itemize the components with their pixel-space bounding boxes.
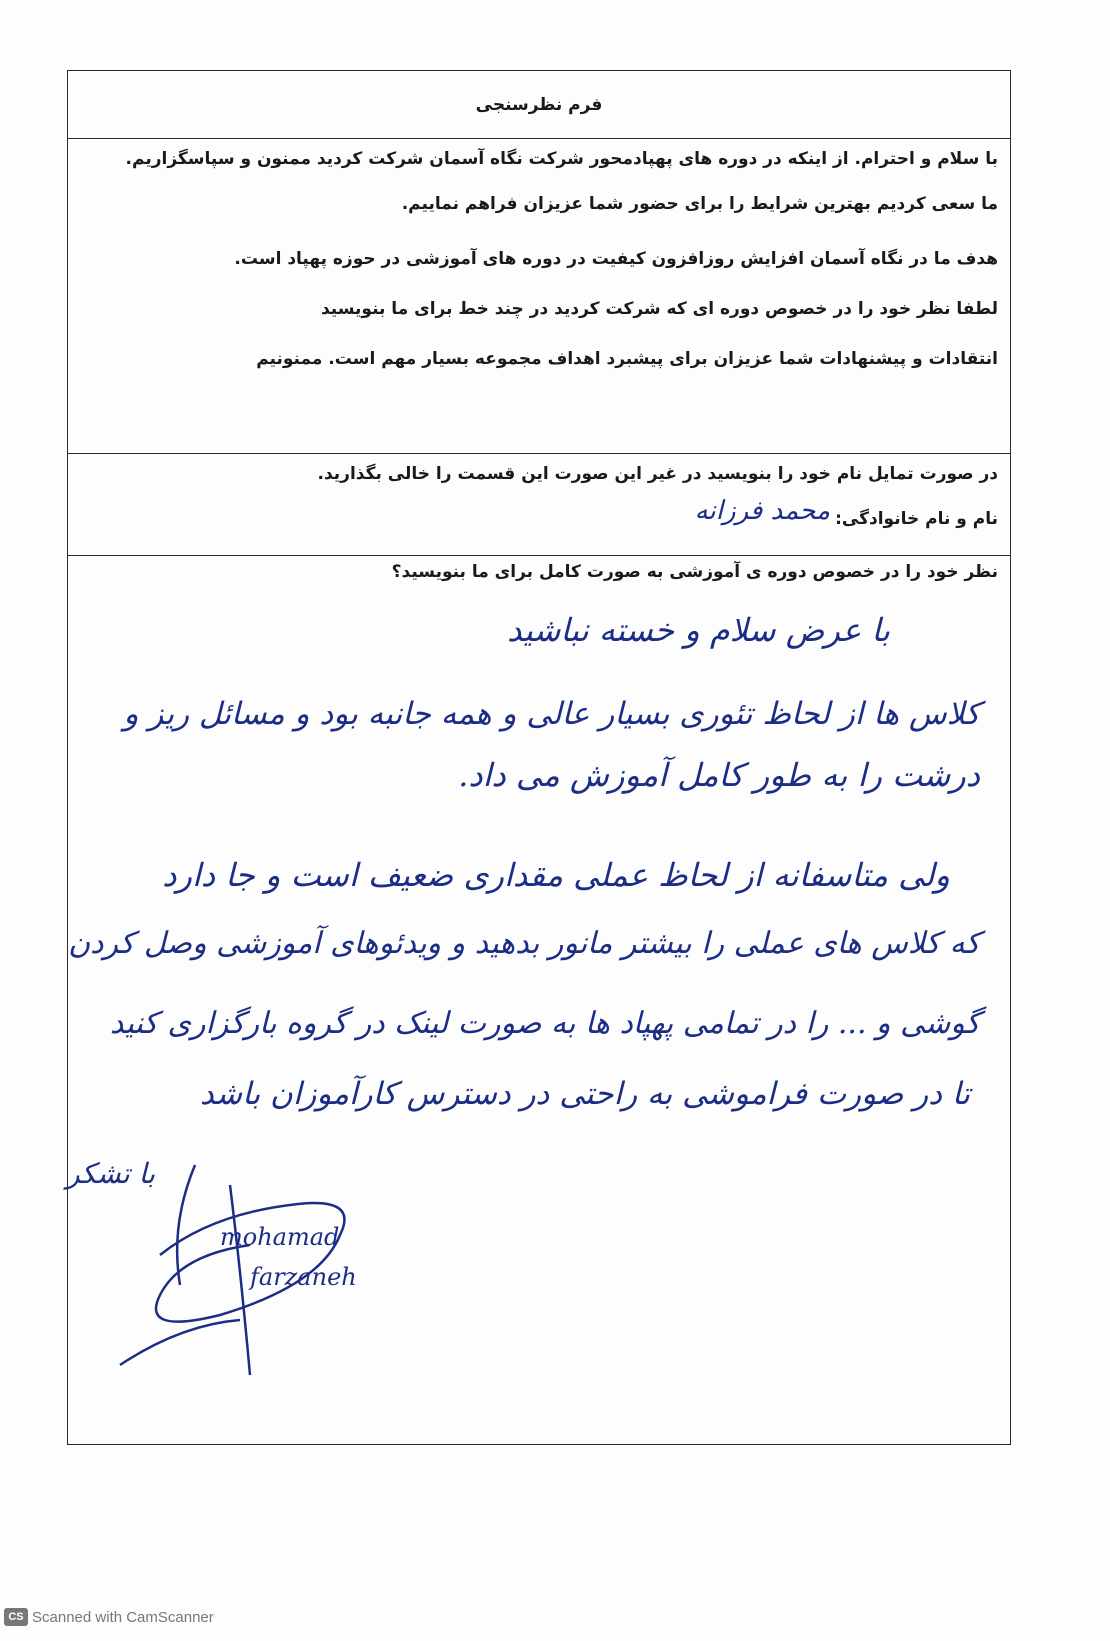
intro-line: انتقادات و پیشنهادات شما عزیزان برای پیشبرد اهداف مجموعه بسیار مهم است. ممنونیم: [256, 349, 998, 369]
scanner-watermark: [4, 1608, 214, 1626]
intro-section: [68, 139, 1010, 454]
handwritten-line: کلاس ها از لحاظ تئوری بسیار عالی و همه جانبه بود و مسائل ریز و: [123, 696, 980, 732]
signature-last: farzaneh: [250, 1263, 357, 1291]
handwritten-line: تا در صورت فراموشی به راحتی در دسترس کارآموزان باشد: [199, 1076, 970, 1112]
intro-line: هدف ما در نگاه آسمان افزایش روزافزون کیفیت در دوره های آموزشی در حوزه پهپاد است.: [234, 249, 998, 269]
handwritten-line: درشت را به طور کامل آموزش می داد.: [458, 756, 980, 794]
intro-line: لطفا نظر خود را در خصوص دوره ای که شرکت کردید در چند خط برای ما بنویسید: [320, 299, 998, 319]
name-section: [68, 454, 1010, 556]
camscanner-logo-icon: CS: [4, 1608, 28, 1626]
name-handwritten: محمد فرزانه: [694, 496, 830, 526]
handwritten-line: ولی متاسفانه از لحاظ عملی مقداری ضعیف است و جا دارد: [162, 856, 950, 894]
intro-line: با سلام و احترام. از اینکه در دوره های پهپادمحور شرکت نگاه آسمان شرکت کردید ممنون و سپاسگزاریم.: [125, 149, 998, 169]
signature-closing: با تشکر: [66, 1157, 155, 1190]
handwritten-line: با عرض سلام و خسته نباشید: [507, 611, 890, 649]
scanner-text: Scanned with CamScanner: [32, 1608, 214, 1626]
form-title: فرم نظرسنجی: [475, 95, 603, 115]
comment-prompt: نظر خود را در خصوص دوره ی آموزشی به صورت کامل برای ما بنویسید؟: [391, 562, 998, 582]
name-instruction: در صورت تمایل نام خود را بنویسید در غیر این صورت این قسمت را خالی بگذارید.: [317, 464, 998, 484]
signature: [66, 1145, 400, 1395]
form-header-row: [68, 71, 1010, 139]
handwritten-line: گوشی و ... را در تمامی پهپاد ها به صورت لینک در گروه بارگزاری کنید: [109, 1006, 980, 1041]
intro-line: ما سعی کردیم بهترین شرایط را برای حضور شما عزیزان فراهم نماییم.: [401, 194, 998, 214]
signature-first: mohamad: [220, 1223, 340, 1251]
handwritten-line: که کلاس های عملی را بیشتر مانور بدهید و ویدئوهای آموزشی وصل کردن: [68, 926, 980, 961]
name-label: نام و نام خانوادگی:: [835, 509, 998, 529]
